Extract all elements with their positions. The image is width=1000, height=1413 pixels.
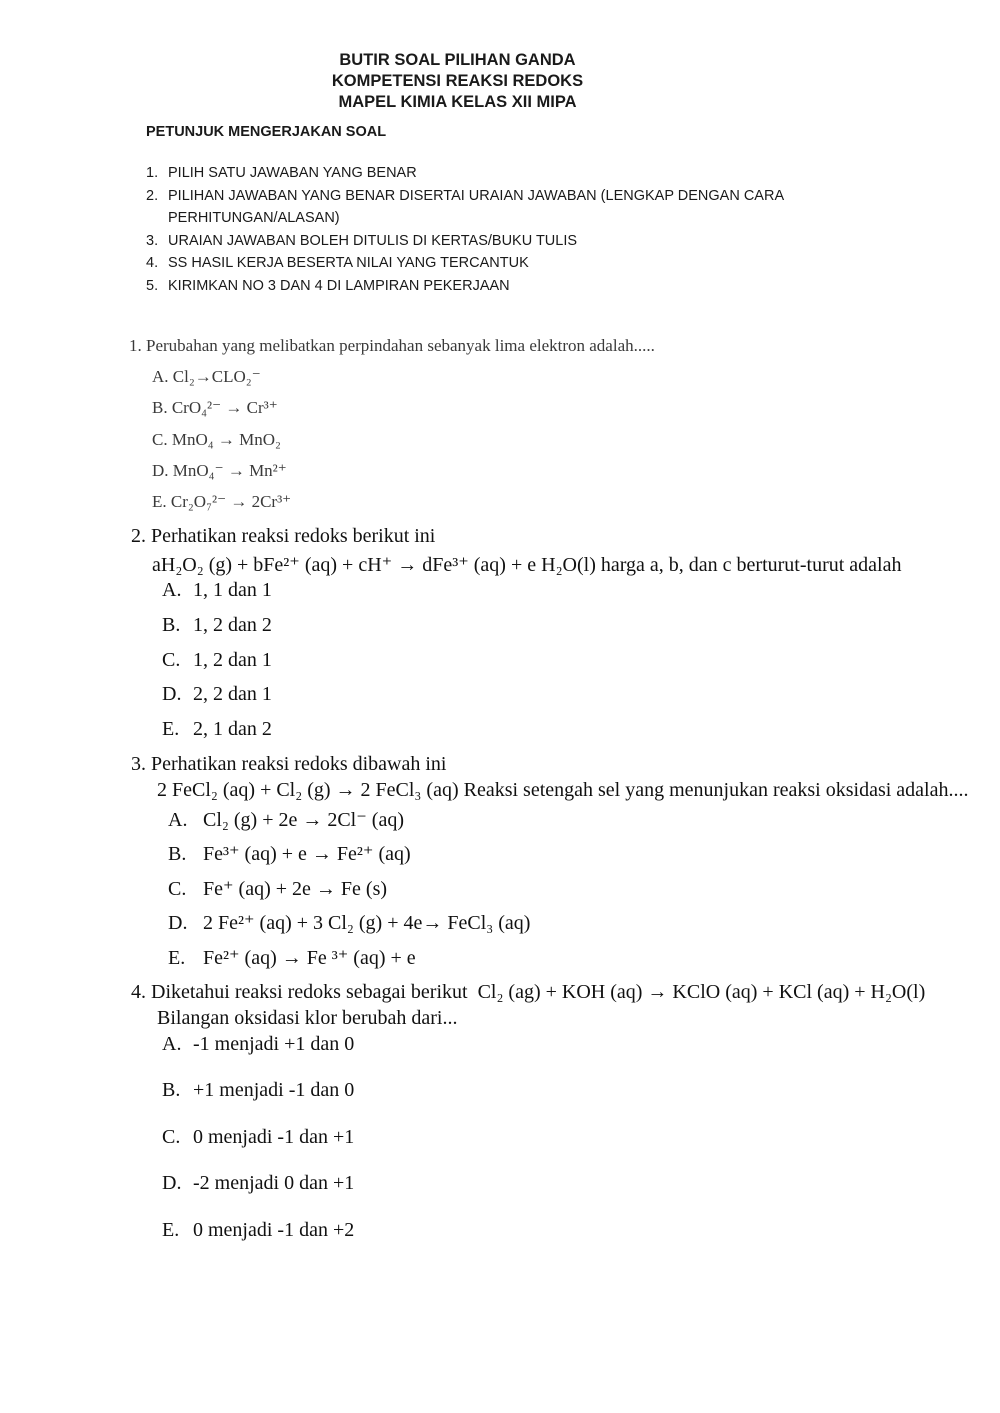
question-4-line [131,981,925,1004]
instruction-item: 2. PILIHAN JAWABAN YANG BENAR DISERTAI URAIAN JAWABAN (LENGKAP DENGAN CARA PERHITUNGAN/ALASAN) [146,185,866,230]
instructions-list [146,162,866,297]
q2-reaction-line [152,552,901,577]
q1-option-d[interactable]: D. MnO₄⁻ → Mn²⁺ [152,461,287,480]
question-1: 1. Perubahan yang melibatkan perpindahan sebanyak lima elektron adalah..... [129,336,655,355]
document-header [0,50,915,113]
q2-option-a[interactable]: A. 1, 1 dan 1 [162,579,272,601]
instruction-text: URAIAN JAWABAN BOLEH DITULIS DI KERTAS/BUKU TULIS [168,232,578,249]
instruction-text: SS HASIL KERJA BESERTA NILAI YANG TERCANTUK [168,255,529,271]
q4-option-c[interactable]: C. 0 menjadi -1 dan +1 [162,1126,355,1148]
q4-option-a[interactable]: A. -1 menjadi +1 dan 0 [162,1033,355,1055]
q4-option-b[interactable]: B. +1 menjadi -1 dan 0 [162,1079,355,1101]
q3-option-e[interactable]: E. Fe²⁺ (aq) → Fe ³⁺ (aq) + e [168,947,416,969]
q4-option-e[interactable]: E. 0 menjadi -1 dan +2 [162,1219,355,1241]
header-line-3: MAPEL KIMIA KELAS XII MIPA [338,93,577,111]
instruction-text: KIRIMKAN NO 3 DAN 4 DI LAMPIRAN PEKERJAAN [168,277,510,294]
q2-option-e[interactable]: E. 2, 1 dan 2 [162,718,272,740]
q4-option-d[interactable]: D. -2 menjadi 0 dan +1 [162,1172,355,1194]
q3-reaction: 2 FeCl₂ (aq) + Cl₂ (g) → 2 FeCl₃ (aq) [157,779,459,801]
q3-option-c[interactable]: C. Fe⁺ (aq) + 2e → Fe (s) [168,878,388,900]
instruction-item: 1. PILIH SATU JAWABAN YANG BENAR [146,162,866,185]
q3-option-a[interactable]: A. Cl₂ (g) + 2e → 2Cl⁻ (aq) [168,809,404,831]
instruction-item: 4. SS HASIL KERJA BESERTA NILAI YANG TERCANTUK [146,252,866,275]
q4-reaction: Cl₂ (ag) + KOH (aq) → KClO (aq) + KCl (aq) + H₂O(l) [477,981,926,1003]
question-2: 2. Perhatikan reaksi redoks berikut ini [131,525,436,547]
instructions-title: PETUNJUK MENGERJAKAN SOAL [146,124,387,140]
instruction-text: PILIH SATU JAWABAN YANG BENAR [168,165,417,181]
q3-option-b[interactable]: B. Fe³⁺ (aq) + e → Fe²⁺ (aq) [168,843,411,865]
q2-reaction: aH₂O₂ (g) + bFe²⁺ (aq) + cH⁺ → dFe³⁺ (aq) + e H₂O(l) [152,554,596,576]
header-line-2: KOMPETENSI REAKSI REDOKS [331,72,584,90]
q3-option-d[interactable]: D. 2 Fe²⁺ (aq) + 3 Cl₂ (g) + 4e→ FeCl₃ (aq) [168,912,531,934]
q4-ask: Bilangan oksidasi klor berubah dari... [157,1007,458,1029]
q2-option-b[interactable]: B. 1, 2 dan 2 [162,614,272,636]
question-3: 3. Perhatikan reaksi redoks dibawah ini [131,753,447,775]
q1-option-e[interactable]: E. Cr₂O₇²⁻ → 2Cr³⁺ [152,492,292,511]
q2-ask: harga a, b, dan c berturut-turut adalah [600,554,902,576]
q1-option-c[interactable]: C. MnO₄ → MnO₂ [152,430,281,449]
header-line-1: BUTIR SOAL PILIHAN GANDA [339,51,576,69]
q3-reaction-line [157,779,968,802]
q1-option-a[interactable]: A. Cl₂→CLO₂⁻ [152,367,261,386]
instruction-item: 3. URAIAN JAWABAN BOLEH DITULIS DI KERTAS/BUKU TULIS [146,230,866,253]
q3-ask: Reaksi setengah sel yang menunjukan reaksi oksidasi adalah.... [463,779,969,801]
q1-option-b[interactable]: B. CrO₄²⁻ → Cr³⁺ [152,398,278,417]
question-4: 4. Diketahui reaksi redoks sebagai berikut [131,981,468,1003]
instruction-text: PILIHAN JAWABAN YANG BENAR DISERTAI URAIAN JAWABAN (LENGKAP DENGAN CARA PERHITUNGAN/ALASAN) [168,187,784,226]
instruction-item: 5. KIRIMKAN NO 3 DAN 4 DI LAMPIRAN PEKERJAAN [146,275,866,298]
q2-option-c[interactable]: C. 1, 2 dan 1 [162,649,272,671]
q2-option-d[interactable]: D. 2, 2 dan 1 [162,683,272,705]
